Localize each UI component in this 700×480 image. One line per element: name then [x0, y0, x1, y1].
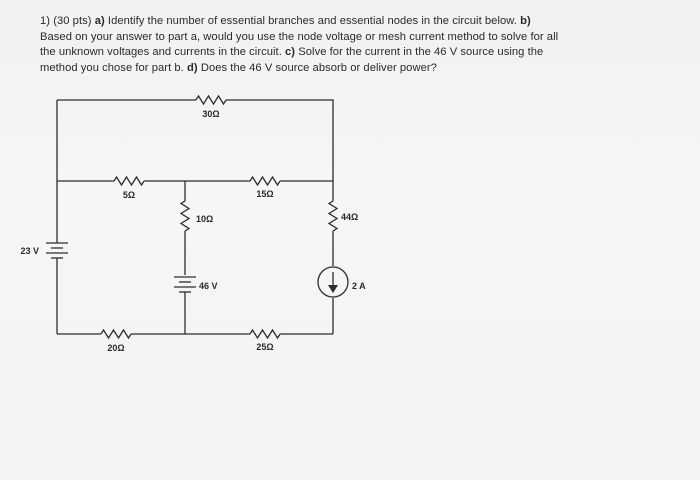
resistor-15-ohm — [250, 177, 280, 199]
resistor-25-ohm — [250, 330, 280, 352]
part-c-text: Solve for the current in the 46 V source using the — [295, 46, 544, 59]
part-c-text-cont: method you chose for part b. — [40, 61, 187, 74]
resistor-25-ohm-label: 25Ω — [256, 342, 274, 352]
part-a-label: a) — [94, 15, 105, 27]
question-number: 1) (30 pts) — [40, 15, 95, 27]
resistor-5-ohm — [114, 177, 144, 200]
voltage-source-46v-label: 46 V — [199, 281, 218, 291]
resistor-44-ohm-label: 44Ω — [341, 212, 359, 222]
voltage-source-23v-label: 23 V — [20, 246, 39, 256]
part-d-label: d) — [186, 61, 198, 74]
part-b-label: b) — [520, 15, 531, 27]
resistor-20-ohm-label: 20Ω — [107, 343, 125, 353]
voltage-source-23v — [20, 243, 68, 334]
part-c-label: c) — [285, 46, 296, 59]
part-a-text: Identify the number of essential branches and essential nodes in the circuit below. — [104, 15, 521, 27]
resistor-15-ohm-label: 15Ω — [256, 189, 274, 199]
current-source-2a-label: 2 A — [352, 281, 366, 291]
current-arrow-icon — [328, 285, 338, 293]
resistor-10-ohm-label: 10Ω — [196, 214, 214, 224]
top-wire — [57, 100, 333, 243]
resistor-30-ohm-label: 30Ω — [202, 109, 220, 119]
current-source-2a — [318, 267, 366, 297]
resistor-44-ohm — [329, 201, 358, 231]
part-d-text: Does the 46 V source absorb or deliver power? — [197, 61, 437, 74]
resistor-5-ohm-label: 5Ω — [122, 190, 136, 200]
part-b-text: Based on your answer to part a, would you use the node voltage or mesh current method to solve for all — [40, 30, 559, 43]
part-b-text-cont: the unknown voltages and currents in the circuit. — [40, 46, 286, 59]
resistor-30-ohm — [196, 96, 226, 119]
resistor-10-ohm — [181, 201, 213, 231]
resistor-20-ohm — [101, 330, 131, 353]
voltage-source-46v — [174, 277, 218, 292]
